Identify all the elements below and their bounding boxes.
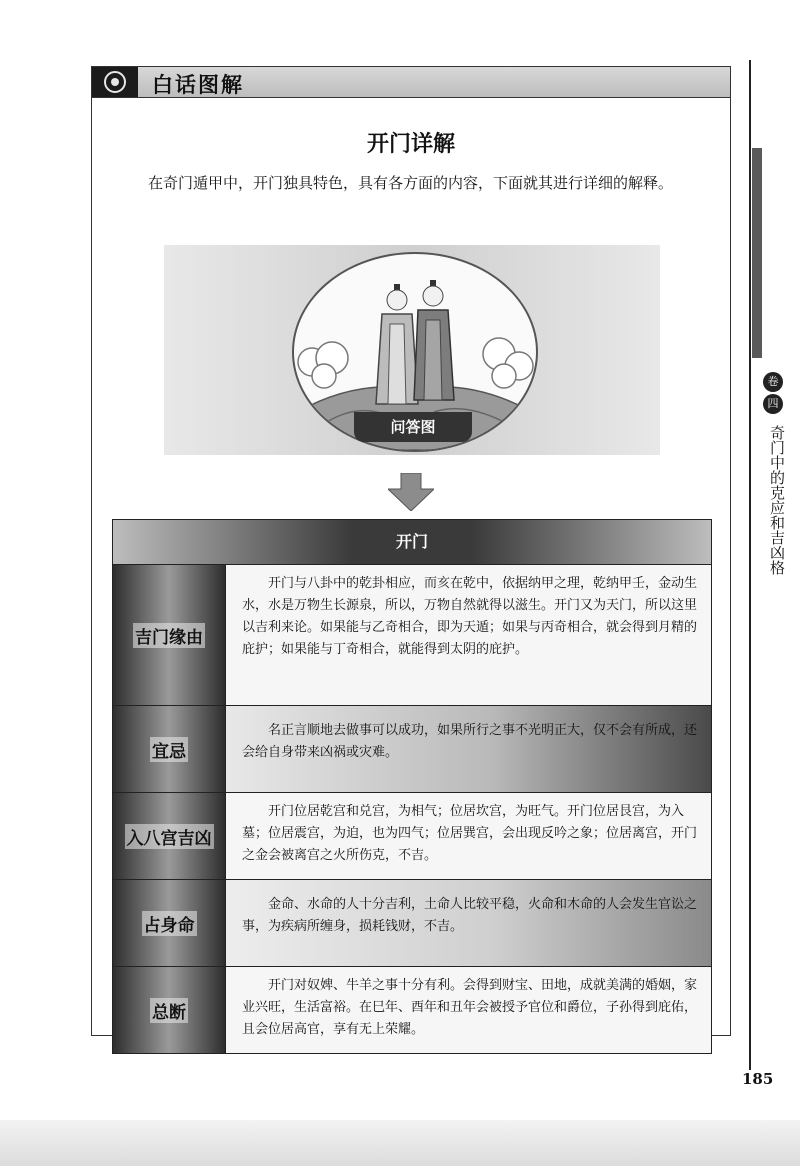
row-label: 占身命 bbox=[113, 880, 226, 966]
scan-bottom-strip bbox=[0, 1120, 800, 1166]
volume-badge: 卷 四 bbox=[762, 372, 784, 414]
row-text: 开门对奴婢、牛羊之事十分有利。会得到财宝、田地，成就美满的婚姻，家业兴旺，生活富裕。在巳年、酉年和丑年会被授予官位和爵位，子孙得到庇佑，且会位居高官，享有无上荣耀。 bbox=[226, 967, 711, 1053]
row-text: 金命、水命的人十分吉利，土命人比较平稳，火命和木命的人会发生官讼之事，为疾病所缠身，损耗钱财，不吉。 bbox=[226, 880, 711, 966]
row-text: 开门与八卦中的乾卦相应，而亥在乾中，依据纳甲之理，乾纳甲壬，金动生水，水是万物生长源泉，所以，万物自然就得以滋生。开门又为天门，所以这里以吉利来论。如果能与乙奇相合，即为天遁；如果与丙奇相合，就会得到月精的庇护；如果能与丁奇相合，就能得到太阴的庇护。 bbox=[226, 565, 711, 705]
section-header bbox=[92, 67, 730, 98]
table-row bbox=[113, 967, 711, 1053]
article-intro: 在奇门遁甲中，开门独具特色，具有各方面的内容，下面就其进行详细的解释。 bbox=[148, 174, 674, 192]
side-rule bbox=[749, 60, 751, 1070]
row-label: 入八宫吉凶 bbox=[113, 793, 226, 879]
seal-logo-icon bbox=[92, 67, 138, 97]
table-row bbox=[113, 565, 711, 706]
row-label: 宜忌 bbox=[113, 706, 226, 792]
content-frame bbox=[91, 66, 731, 1036]
row-text: 开门位居乾宫和兑宫，为相气；位居坎宫，为旺气。开门位居艮宫，为入墓；位居震宫，为迫，也为四气；位居巽宫，会出现反吟之象；位居离宫，开门之金会被离宫之火所伤克，不吉。 bbox=[226, 793, 711, 879]
section-title: 白话图解 bbox=[152, 73, 244, 97]
illustration-caption: 问答图 bbox=[354, 412, 472, 442]
row-text: 名正言顺地去做事可以成功，如果所行之事不光明正大，仅不会有所成，还会给自身带来凶祸或灾难。 bbox=[226, 706, 711, 792]
table-row bbox=[113, 880, 711, 967]
side-tab-bar bbox=[752, 148, 762, 358]
info-table bbox=[112, 519, 712, 1054]
chapter-title: 奇门中的克应和吉凶格 bbox=[768, 425, 786, 575]
row-label: 吉门缘由 bbox=[113, 565, 226, 705]
page-number: 185 bbox=[742, 1070, 774, 1088]
table-row bbox=[113, 793, 711, 880]
article-title: 开门详解 bbox=[366, 132, 455, 157]
arrow-down-icon bbox=[388, 473, 434, 511]
table-title: 开门 bbox=[113, 520, 711, 565]
table-row bbox=[113, 706, 711, 793]
row-label: 总断 bbox=[113, 967, 226, 1053]
